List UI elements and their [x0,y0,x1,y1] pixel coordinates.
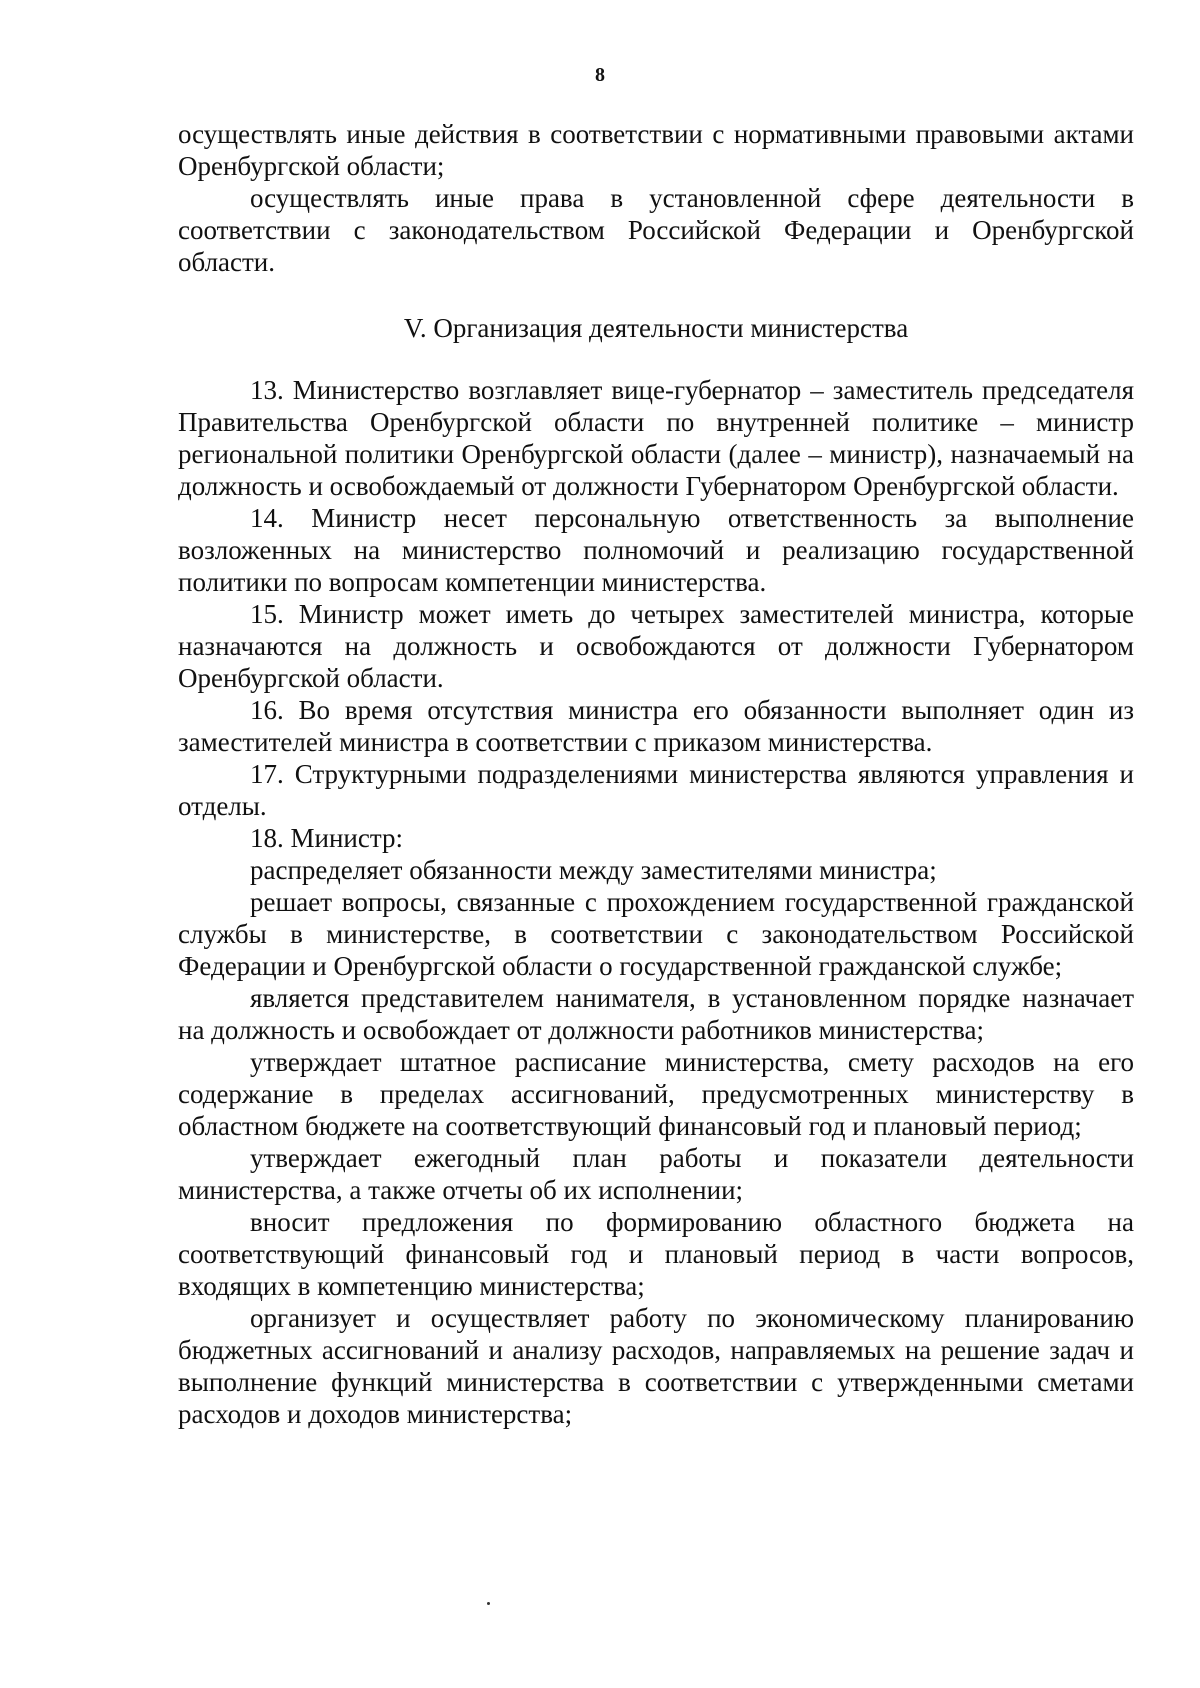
paragraph-17: 17. Структурными подразделениями министерства являются управления и отделы. [178,759,1134,821]
duty-item: является представителем нанимателя, в установленном порядке назначает на должность и освобождает от должности работников министерства; [178,983,1134,1045]
paragraph-14: 14. Министр несет персональную ответственность за выполнение возложенных на министерство полномочий и реализацию государственной политики по вопросам компетенции министерства. [178,503,1134,597]
duty-item: распределяет обязанности между заместителями министра; [250,855,937,885]
paragraph-top-1: осуществлять иные действия в соответствии с нормативными правовыми актами Оренбургской области; [178,119,1134,181]
duty-item: решает вопросы, связанные с прохождением государственной гражданской службы в министерстве, в соответствии с законодательством Российской Федерации и Оренбургской области о государственной гражданской службе; [178,887,1134,981]
paragraph-13: 13. Министерство возглавляет вице-губернатор – заместитель председателя Правительства Оренбургской области по внутренней политике – министр региональной политики Оренбургской области (далее – министр), назначаемый на должность и освобождаемый от должности Губернатором Оренбургской области. [178,375,1134,501]
duty-item: утверждает ежегодный план работы и показатели деятельности министерства, а также отчеты об их исполнении; [178,1143,1134,1205]
duty-item: организует и осуществляет работу по экономическому планированию бюджетных ассигнований и анализу расходов, направляемых на решение задач и выполнение функций министерства в соответствии с утвержденными сметами расходов и доходов министерства; [178,1303,1134,1429]
scan-speck [487,1602,490,1605]
paragraph-18: 18. Министр: [250,823,403,853]
paragraph-16: 16. Во время отсутствия министра его обязанности выполняет один из заместителей министра в соответствии с приказом министерства. [178,695,1134,757]
duty-item: вносит предложения по формированию областного бюджета на соответствующий финансовый год и плановый период в части вопросов, входящих в компетенцию министерства; [178,1207,1134,1301]
document-body [178,118,1134,1430]
duty-item: утверждает штатное расписание министерства, смету расходов на его содержание в пределах ассигнований, предусмотренных министерству в областном бюджете на соответствующий финансовый год и плановый период; [178,1047,1134,1141]
page-number: 8 [595,64,605,86]
section-heading: V. Организация деятельности министерства [403,313,909,343]
paragraph-top-2: осуществлять иные права в установленной сфере деятельности в соответствии с законодательством Российской Федерации и Оренбургской области. [178,183,1134,277]
paragraph-15: 15. Министр может иметь до четырех заместителей министра, которые назначаются на должность и освобождаются от должности Губернатором Оренбургской области. [178,599,1134,693]
